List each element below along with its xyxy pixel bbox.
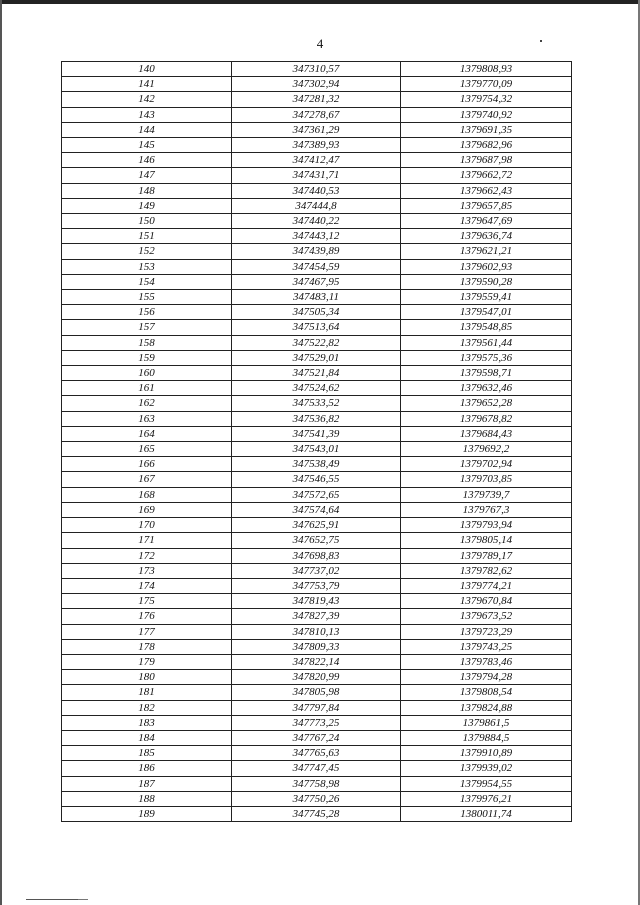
coordinates-table <box>61 61 572 822</box>
y-coordinate-cell: 1379575,36 <box>401 350 572 365</box>
table-row <box>62 518 572 533</box>
point-number-cell: 171 <box>62 533 232 548</box>
point-number-cell: 152 <box>62 244 232 259</box>
point-number-cell: 155 <box>62 290 232 305</box>
x-coordinate-cell: 347750,26 <box>232 791 401 806</box>
x-coordinate-cell: 347797,84 <box>232 700 401 715</box>
x-coordinate-cell: 347281,32 <box>232 92 401 107</box>
y-coordinate-cell: 1379976,21 <box>401 791 572 806</box>
coordinates-table-body <box>62 62 572 822</box>
footer-rule <box>26 899 86 900</box>
y-coordinate-cell: 1379767,3 <box>401 502 572 517</box>
x-coordinate-cell: 347483,11 <box>232 290 401 305</box>
table-row <box>62 183 572 198</box>
y-coordinate-cell: 1379808,93 <box>401 62 572 77</box>
y-coordinate-cell: 1379805,14 <box>401 533 572 548</box>
y-coordinate-cell: 1379684,43 <box>401 426 572 441</box>
point-number-cell: 187 <box>62 776 232 791</box>
table-row <box>62 457 572 472</box>
table-row <box>62 320 572 335</box>
x-coordinate-cell: 347698,83 <box>232 548 401 563</box>
table-row <box>62 198 572 213</box>
y-coordinate-cell: 1379602,93 <box>401 259 572 274</box>
x-coordinate-cell: 347278,67 <box>232 107 401 122</box>
y-coordinate-cell: 1379559,41 <box>401 290 572 305</box>
x-coordinate-cell: 347536,82 <box>232 411 401 426</box>
table-row <box>62 487 572 502</box>
table-row <box>62 533 572 548</box>
table-row <box>62 77 572 92</box>
point-number-cell: 174 <box>62 578 232 593</box>
point-number-cell: 147 <box>62 168 232 183</box>
y-coordinate-cell: 1379590,28 <box>401 274 572 289</box>
point-number-cell: 156 <box>62 305 232 320</box>
point-number-cell: 183 <box>62 715 232 730</box>
page-number: 4 <box>316 36 324 51</box>
table-row <box>62 685 572 700</box>
scan-edge-top <box>0 0 640 4</box>
table-row <box>62 654 572 669</box>
table-row <box>62 92 572 107</box>
point-number-cell: 167 <box>62 472 232 487</box>
y-coordinate-cell: 1379691,35 <box>401 122 572 137</box>
x-coordinate-cell: 347524,62 <box>232 381 401 396</box>
x-coordinate-cell: 347538,49 <box>232 457 401 472</box>
x-coordinate-cell: 347454,59 <box>232 259 401 274</box>
x-coordinate-cell: 347431,71 <box>232 168 401 183</box>
table-row <box>62 62 572 77</box>
table-row <box>62 472 572 487</box>
scan-speck <box>540 40 542 42</box>
y-coordinate-cell: 1379702,94 <box>401 457 572 472</box>
table-row <box>62 426 572 441</box>
y-coordinate-cell: 1379632,46 <box>401 381 572 396</box>
table-row <box>62 244 572 259</box>
point-number-cell: 148 <box>62 183 232 198</box>
y-coordinate-cell: 1379939,02 <box>401 761 572 776</box>
x-coordinate-cell: 347773,25 <box>232 715 401 730</box>
x-coordinate-cell: 347521,84 <box>232 366 401 381</box>
table-row <box>62 715 572 730</box>
x-coordinate-cell: 347809,33 <box>232 639 401 654</box>
y-coordinate-cell: 1379770,09 <box>401 77 572 92</box>
table-row <box>62 563 572 578</box>
table-row <box>62 594 572 609</box>
point-number-cell: 141 <box>62 77 232 92</box>
point-number-cell: 166 <box>62 457 232 472</box>
table-row <box>62 806 572 821</box>
y-coordinate-cell: 1379861,5 <box>401 715 572 730</box>
y-coordinate-cell: 1379636,74 <box>401 229 572 244</box>
table-row <box>62 624 572 639</box>
point-number-cell: 158 <box>62 335 232 350</box>
y-coordinate-cell: 1379754,32 <box>401 92 572 107</box>
x-coordinate-cell: 347533,52 <box>232 396 401 411</box>
table-row <box>62 305 572 320</box>
point-number-cell: 184 <box>62 730 232 745</box>
x-coordinate-cell: 347444,8 <box>232 198 401 213</box>
x-coordinate-cell: 347758,98 <box>232 776 401 791</box>
table-row <box>62 335 572 350</box>
y-coordinate-cell: 1379657,85 <box>401 198 572 213</box>
table-row <box>62 578 572 593</box>
x-coordinate-cell: 347505,34 <box>232 305 401 320</box>
y-coordinate-cell: 1379789,17 <box>401 548 572 563</box>
x-coordinate-cell: 347805,98 <box>232 685 401 700</box>
table-row <box>62 411 572 426</box>
y-coordinate-cell: 1379954,55 <box>401 776 572 791</box>
point-number-cell: 153 <box>62 259 232 274</box>
point-number-cell: 164 <box>62 426 232 441</box>
y-coordinate-cell: 1379598,71 <box>401 366 572 381</box>
point-number-cell: 160 <box>62 366 232 381</box>
y-coordinate-cell: 1379692,2 <box>401 442 572 457</box>
point-number-cell: 165 <box>62 442 232 457</box>
x-coordinate-cell: 347389,93 <box>232 138 401 153</box>
point-number-cell: 175 <box>62 594 232 609</box>
x-coordinate-cell: 347310,57 <box>232 62 401 77</box>
x-coordinate-cell: 347522,82 <box>232 335 401 350</box>
x-coordinate-cell: 347820,99 <box>232 670 401 685</box>
point-number-cell: 188 <box>62 791 232 806</box>
table-row <box>62 609 572 624</box>
y-coordinate-cell: 1379561,44 <box>401 335 572 350</box>
y-coordinate-cell: 1379743,25 <box>401 639 572 654</box>
y-coordinate-cell: 1379687,98 <box>401 153 572 168</box>
y-coordinate-cell: 1379782,62 <box>401 563 572 578</box>
table-row <box>62 396 572 411</box>
point-number-cell: 146 <box>62 153 232 168</box>
x-coordinate-cell: 347440,22 <box>232 214 401 229</box>
table-row <box>62 107 572 122</box>
x-coordinate-cell: 347747,45 <box>232 761 401 776</box>
x-coordinate-cell: 347529,01 <box>232 350 401 365</box>
table-row <box>62 229 572 244</box>
y-coordinate-cell: 1379652,28 <box>401 396 572 411</box>
table-row <box>62 670 572 685</box>
point-number-cell: 180 <box>62 670 232 685</box>
point-number-cell: 169 <box>62 502 232 517</box>
table-row <box>62 700 572 715</box>
table-row <box>62 639 572 654</box>
point-number-cell: 162 <box>62 396 232 411</box>
y-coordinate-cell: 1379740,92 <box>401 107 572 122</box>
y-coordinate-cell: 1379682,96 <box>401 138 572 153</box>
table-row <box>62 138 572 153</box>
table-row <box>62 730 572 745</box>
table-row <box>62 259 572 274</box>
coordinates-table-container <box>61 61 571 822</box>
x-coordinate-cell: 347822,14 <box>232 654 401 669</box>
x-coordinate-cell: 347652,75 <box>232 533 401 548</box>
table-row <box>62 290 572 305</box>
x-coordinate-cell: 347827,39 <box>232 609 401 624</box>
y-coordinate-cell: 1379808,54 <box>401 685 572 700</box>
x-coordinate-cell: 347625,91 <box>232 518 401 533</box>
point-number-cell: 149 <box>62 198 232 213</box>
point-number-cell: 145 <box>62 138 232 153</box>
point-number-cell: 178 <box>62 639 232 654</box>
point-number-cell: 179 <box>62 654 232 669</box>
table-row <box>62 122 572 137</box>
point-number-cell: 157 <box>62 320 232 335</box>
y-coordinate-cell: 1380011,74 <box>401 806 572 821</box>
x-coordinate-cell: 347412,47 <box>232 153 401 168</box>
x-coordinate-cell: 347467,95 <box>232 274 401 289</box>
point-number-cell: 168 <box>62 487 232 502</box>
table-row <box>62 381 572 396</box>
table-row <box>62 442 572 457</box>
point-number-cell: 186 <box>62 761 232 776</box>
x-coordinate-cell: 347440,53 <box>232 183 401 198</box>
point-number-cell: 151 <box>62 229 232 244</box>
x-coordinate-cell: 347574,64 <box>232 502 401 517</box>
point-number-cell: 143 <box>62 107 232 122</box>
x-coordinate-cell: 347767,24 <box>232 730 401 745</box>
point-number-cell: 144 <box>62 122 232 137</box>
y-coordinate-cell: 1379783,46 <box>401 654 572 669</box>
point-number-cell: 170 <box>62 518 232 533</box>
y-coordinate-cell: 1379673,52 <box>401 609 572 624</box>
y-coordinate-cell: 1379739,7 <box>401 487 572 502</box>
x-coordinate-cell: 347810,13 <box>232 624 401 639</box>
point-number-cell: 154 <box>62 274 232 289</box>
point-number-cell: 181 <box>62 685 232 700</box>
y-coordinate-cell: 1379678,82 <box>401 411 572 426</box>
y-coordinate-cell: 1379621,21 <box>401 244 572 259</box>
point-number-cell: 159 <box>62 350 232 365</box>
table-row <box>62 776 572 791</box>
y-coordinate-cell: 1379794,28 <box>401 670 572 685</box>
x-coordinate-cell: 347753,79 <box>232 578 401 593</box>
x-coordinate-cell: 347819,43 <box>232 594 401 609</box>
point-number-cell: 150 <box>62 214 232 229</box>
x-coordinate-cell: 347737,02 <box>232 563 401 578</box>
point-number-cell: 173 <box>62 563 232 578</box>
table-row <box>62 168 572 183</box>
point-number-cell: 140 <box>62 62 232 77</box>
y-coordinate-cell: 1379910,89 <box>401 746 572 761</box>
x-coordinate-cell: 347439,89 <box>232 244 401 259</box>
x-coordinate-cell: 347302,94 <box>232 77 401 92</box>
table-row <box>62 746 572 761</box>
y-coordinate-cell: 1379662,43 <box>401 183 572 198</box>
y-coordinate-cell: 1379884,5 <box>401 730 572 745</box>
table-row <box>62 366 572 381</box>
point-number-cell: 163 <box>62 411 232 426</box>
table-row <box>62 502 572 517</box>
table-row <box>62 350 572 365</box>
table-row <box>62 761 572 776</box>
x-coordinate-cell: 347546,55 <box>232 472 401 487</box>
point-number-cell: 185 <box>62 746 232 761</box>
x-coordinate-cell: 347765,63 <box>232 746 401 761</box>
x-coordinate-cell: 347361,29 <box>232 122 401 137</box>
y-coordinate-cell: 1379647,69 <box>401 214 572 229</box>
x-coordinate-cell: 347543,01 <box>232 442 401 457</box>
x-coordinate-cell: 347513,64 <box>232 320 401 335</box>
table-row <box>62 791 572 806</box>
table-row <box>62 214 572 229</box>
x-coordinate-cell: 347745,28 <box>232 806 401 821</box>
y-coordinate-cell: 1379703,85 <box>401 472 572 487</box>
table-row <box>62 274 572 289</box>
y-coordinate-cell: 1379824,88 <box>401 700 572 715</box>
point-number-cell: 142 <box>62 92 232 107</box>
point-number-cell: 172 <box>62 548 232 563</box>
y-coordinate-cell: 1379548,85 <box>401 320 572 335</box>
scan-edge-left <box>0 0 2 905</box>
point-number-cell: 161 <box>62 381 232 396</box>
y-coordinate-cell: 1379670,84 <box>401 594 572 609</box>
y-coordinate-cell: 1379662,72 <box>401 168 572 183</box>
y-coordinate-cell: 1379774,21 <box>401 578 572 593</box>
table-row <box>62 548 572 563</box>
x-coordinate-cell: 347572,65 <box>232 487 401 502</box>
y-coordinate-cell: 1379793,94 <box>401 518 572 533</box>
point-number-cell: 176 <box>62 609 232 624</box>
x-coordinate-cell: 347443,12 <box>232 229 401 244</box>
y-coordinate-cell: 1379547,01 <box>401 305 572 320</box>
table-row <box>62 153 572 168</box>
y-coordinate-cell: 1379723,29 <box>401 624 572 639</box>
x-coordinate-cell: 347541,39 <box>232 426 401 441</box>
point-number-cell: 189 <box>62 806 232 821</box>
footer-rule-short <box>78 899 88 900</box>
point-number-cell: 177 <box>62 624 232 639</box>
point-number-cell: 182 <box>62 700 232 715</box>
